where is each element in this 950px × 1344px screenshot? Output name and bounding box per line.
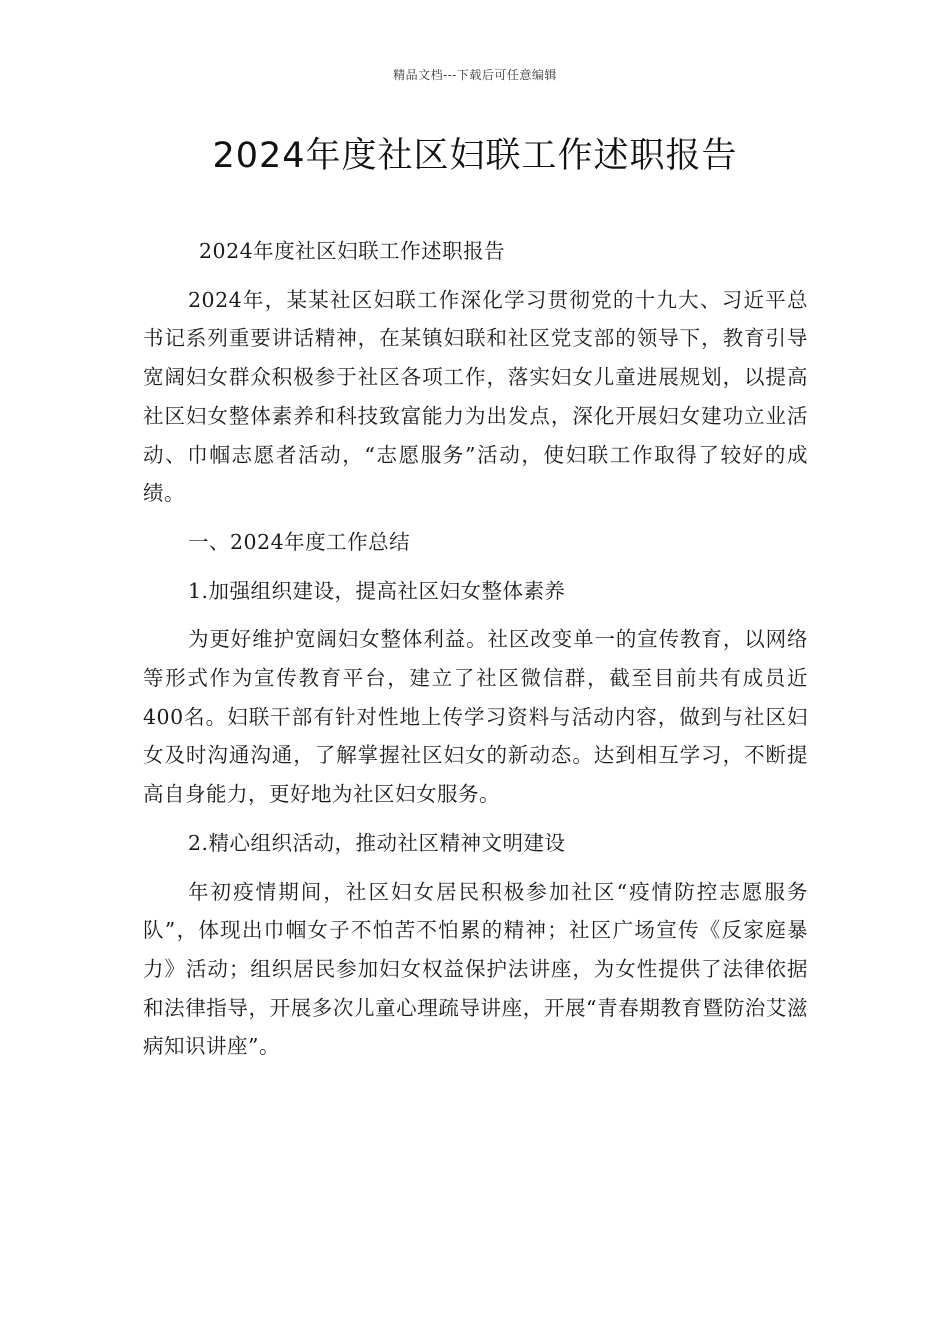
section-heading-summary: 一、2024年度工作总结 xyxy=(188,529,411,554)
header-note: 精品文档---下载后可任意编辑 xyxy=(393,68,557,82)
document-body xyxy=(143,232,808,1066)
paragraph-item-2: 年初疫情期间，社区妇女居民积极参加社区“疫情防控志愿服务队”，体现出巾帼女子不怕苦不怕累的精神；社区广场宣传《反家庭暴力》活动；组织居民参加妇女权益保护法讲座，为女性提供了法律依据和法律指导，开展多次儿童心理疏导讲座，开展“青春期教育暨防治艾滋病知识讲座”。 xyxy=(143,879,808,1059)
item-heading-2: 2.精心组织活动，推动社区精神文明建设 xyxy=(188,830,566,855)
paragraph-subheading: 2024年度社区妇联工作述职报告 xyxy=(199,239,506,263)
paragraph-intro: 2024年，某某社区妇联工作深化学习贯彻党的十九大、习近平总书记系列重要讲话精神，在某镇妇联和社区党支部的领导下，教育引导宽阔妇女群众积极参于社区各项工作，落实妇女儿童进展规划，以提高社区妇女整体素养和科技致富能力为出发点，深化开展妇女建功立业活动、巾帼志愿者活动，“志愿服务”活动，使妇联工作取得了较好的成绩。 xyxy=(143,287,808,506)
document-title: 2024年度社区妇联工作述职报告 xyxy=(212,136,738,176)
paragraph-item-1: 为更好维护宽阔妇女整体利益。社区改变单一的宣传教育，以网络等形式作为宣传教育平台，建立了社区微信群，截至目前共有成员近400名。妇联干部有针对性地上传学习资料与活动内容，做到与社区妇女及时沟通沟通，了解掌握社区妇女的新动态。达到相互学习，不断提高自身能力，更好地为社区妇女服务。 xyxy=(143,627,808,807)
item-heading-1: 1.加强组织建设，提高社区妇女整体素养 xyxy=(188,578,566,603)
